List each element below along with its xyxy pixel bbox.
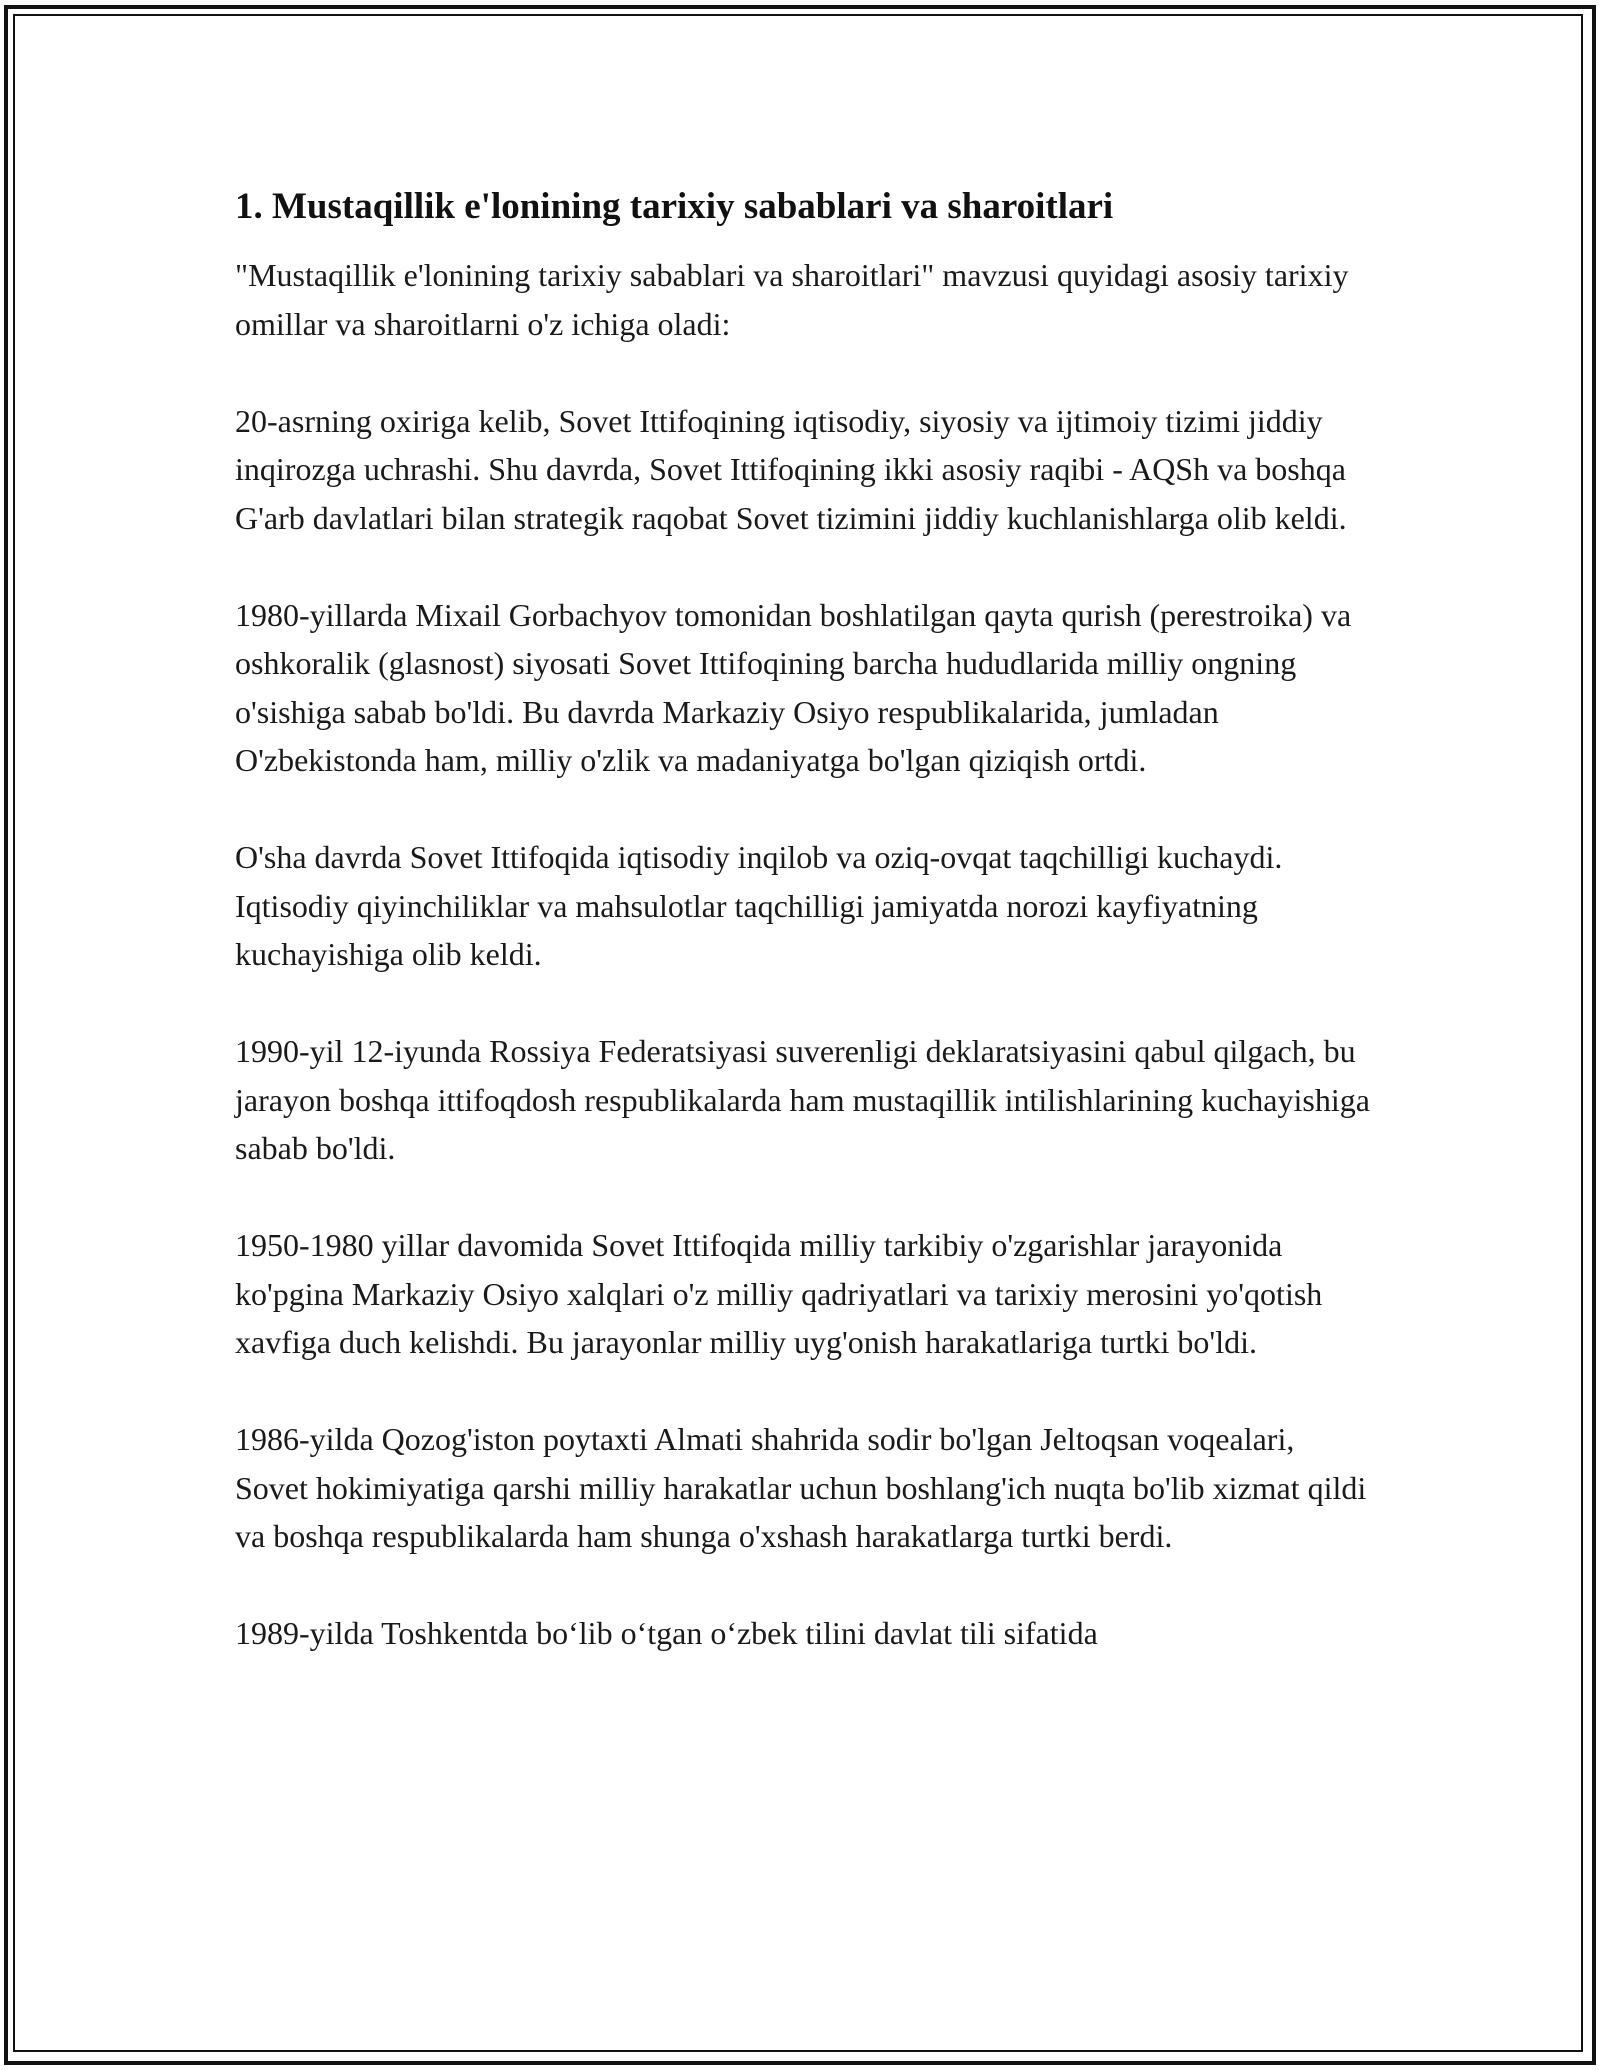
paragraph-jeltoqsan: 1986-yilda Qozog'iston poytaxti Almati shahrida sodir bo'lgan Jeltoqsan voqealari, Sovet hokimiyatiga qarshi milliy harakatlar uchun boshlang'ich nuqta bo'lib xizmat qildi va boshqa respublikalarda ham shunga o'xshash harakatlarga turtki berdi.: [235, 1421, 1367, 1554]
section-heading: 1. Mustaqillik e'lonining tarixiy sabablari va sharoitlari: [235, 186, 1114, 227]
paragraph-national-changes: 1950-1980 yillar davomida Sovet Ittifoqida milliy tarkibiy o'zgarishlar jarayonida ko'pgina Markaziy Osiyo xalqlari o'z milliy qadriyatlari va tarixiy merosini yo'qotish xavfiga duch kelishdi. Bu jarayonlar milliy uyg'onish harakatlariga turtki bo'ldi.: [235, 1227, 1323, 1360]
paragraph-economic-shortage: O'sha davrda Sovet Ittifoqida iqtisodiy inqilob va oziq-ovqat taqchilligi kuchaydi. Iqtisodiy qiyinchiliklar va mahsulotlar taqchilligi jamiyatda norozi kayfiyatning kuchayishiga olib keldi.: [235, 839, 1283, 972]
document-body: [235, 183, 1375, 1658]
paragraph-perestroika: 1980-yillarda Mixail Gorbachyov tomonidan boshlatilgan qayta qurish (perestroika) va oshkoralik (glasnost) siyosati Sovet Ittifoqining barcha hududlarida milliy ongning o'sishiga sabab bo'ldi. Bu davrda Markaziy Osiyo respublikalarida, jumladan O'zbekistonda ham, milliy o'zlik va madaniyatga bo'lgan qiziqish ortdi.: [235, 596, 1352, 778]
paragraph-russia-sovereignty: 1990-yil 12-iyunda Rossiya Federatsiyasi suverenligi deklaratsiyasini qabul qilgach, bu jarayon boshqa ittifoqdosh respublikalarda ham mustaqillik intilishlarining kuchayishiga sabab bo'ldi.: [235, 1033, 1370, 1166]
paragraph-intro: "Mustaqillik e'lonining tarixiy sabablari va sharoitlari" mavzusi quyidagi asosiy tarixiy omillar va sharoitlarni o'z ichiga oladi:: [235, 257, 1349, 342]
paragraph-soviet-crisis: 20-asrning oxiriga kelib, Sovet Ittifoqining iqtisodiy, siyosiy va ijtimoiy tizimi jiddiy inqirozga uchrashi. Shu davrda, Sovet Ittifoqining ikki asosiy raqibi - AQSh va boshqa G'arb davlatlari bilan strategik raqobat Sovet tizimini jiddiy kuchlanishlarga olib keldi.: [235, 402, 1347, 536]
paragraph-language-law: 1989-yilda Toshkentda bo‘lib o‘tgan o‘zbek tilini davlat tili sifatida: [235, 1615, 1098, 1651]
